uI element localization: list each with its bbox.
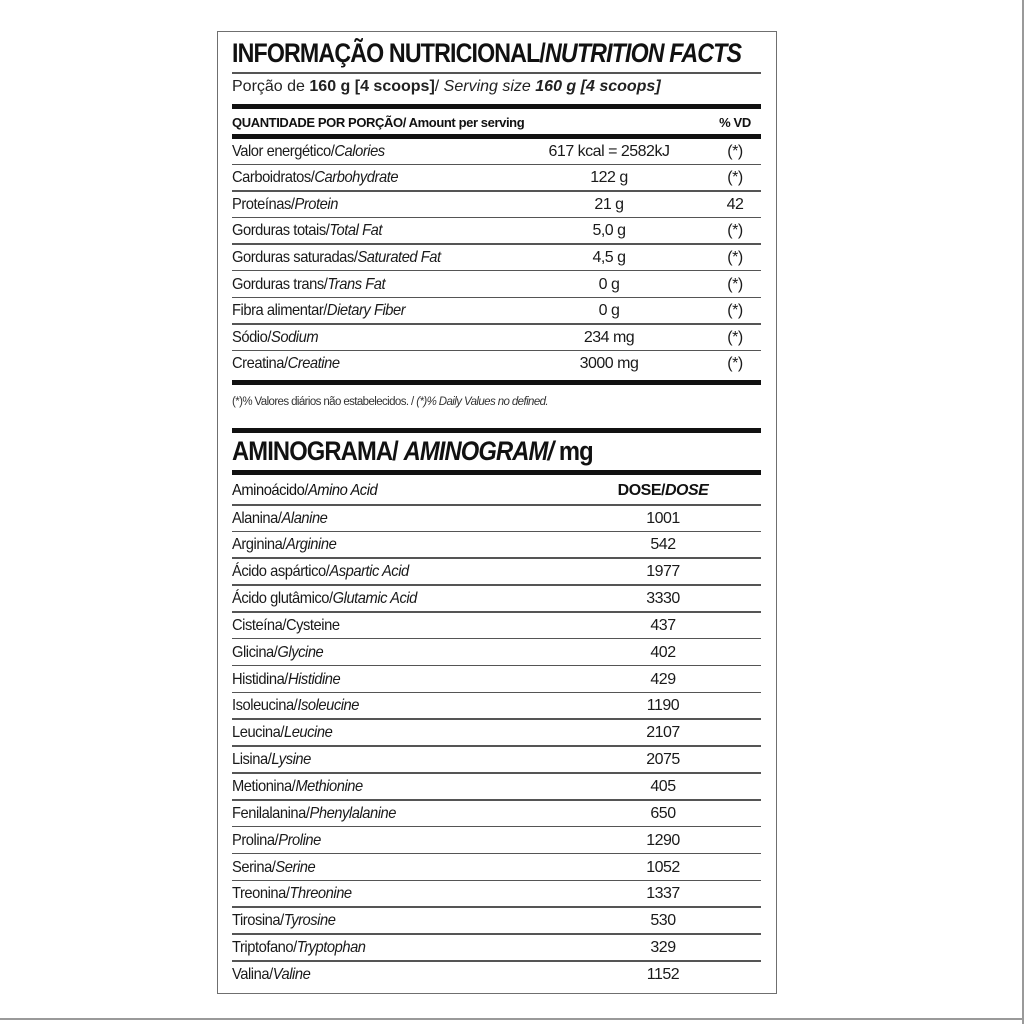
divider-thick — [232, 380, 761, 385]
amino-acid-row — [232, 936, 761, 961]
amino-acid-name-pt: Serina/ — [232, 858, 276, 876]
nutrient-name — [232, 276, 487, 294]
column-amino-acid-en: Amino Acid — [307, 482, 378, 499]
amino-acid-name-en: Alanine — [281, 509, 328, 527]
row-divider — [232, 584, 761, 586]
aminogram-title — [232, 436, 698, 467]
amino-acid-name — [232, 778, 564, 796]
nutrient-row — [232, 139, 761, 164]
amino-acid-row — [232, 640, 761, 665]
nutrient-vd: 42 — [726, 195, 744, 213]
amino-acid-row — [232, 721, 761, 746]
amino-acid-dose: 1001 — [646, 509, 680, 527]
amino-acid-name-en: Histidine — [287, 670, 341, 688]
nutrient-name-en: Sodium — [270, 328, 319, 346]
amino-acid-name-pt: Valina/ — [232, 965, 273, 983]
nutrient-vd: (*) — [727, 275, 743, 293]
amino-acid-name-en: Glutamic Acid — [332, 590, 417, 608]
amino-acid-dose: 405 — [650, 778, 676, 795]
nutrient-name-en: Saturated Fat — [357, 248, 441, 266]
amino-acid-row — [232, 667, 761, 692]
nutrient-vd: (*) — [727, 169, 743, 187]
row-divider — [232, 665, 761, 667]
nutrient-name-en: Calories — [334, 142, 385, 160]
nutrient-vd: (*) — [727, 328, 743, 346]
nutrition-title-pt: INFORMAÇÃO NUTRICIONAL/ — [232, 38, 546, 68]
divider-thick — [232, 428, 761, 433]
amino-acid-dose: 2075 — [646, 751, 680, 769]
nutrient-name-en: Creatine — [287, 355, 340, 373]
nutrient-vd: (*) — [727, 248, 743, 266]
nutrient-name-pt: Gorduras totais/ — [232, 222, 330, 240]
nutrient-name-en: Dietary Fiber — [326, 302, 406, 320]
nutrient-name — [232, 355, 487, 373]
amino-acid-row — [232, 882, 761, 907]
aminogram-title-unit: mg — [553, 436, 593, 466]
amino-acid-name-en: Arginine — [285, 536, 337, 554]
amino-acid-row — [232, 694, 761, 719]
amino-acid-name-pt: Ácido glutâmico/ — [232, 590, 333, 608]
amino-acid-row — [232, 506, 761, 531]
nutrient-vd: (*) — [727, 302, 743, 320]
nutrient-amount: 4,5 g — [592, 248, 626, 266]
amino-acid-name — [232, 563, 564, 581]
amino-acid-name — [232, 644, 564, 662]
amino-acid-dose: 1290 — [646, 831, 680, 849]
nutrient-name-pt: Sódio/ — [232, 328, 271, 346]
amino-acid-name-en: Lysine — [271, 751, 311, 769]
amino-acid-row — [232, 560, 761, 585]
row-divider — [232, 933, 761, 935]
row-divider — [232, 880, 761, 882]
nutrient-name — [232, 249, 487, 267]
nutrient-row — [232, 192, 761, 217]
footnote-pt: (*)% Valores diários não estabelecidos. / — [232, 396, 417, 408]
nutrient-row — [232, 325, 761, 350]
amino-acid-dose: 1052 — [646, 858, 680, 876]
nutrient-name-en: Total Fat — [329, 222, 382, 240]
amino-acid-name-pt: Alanina/ — [232, 509, 282, 527]
amino-acid-name — [232, 510, 564, 528]
amino-acid-row — [232, 855, 761, 880]
amino-acid-name-pt: Cisteína/Cysteine — [232, 616, 340, 634]
amino-acid-name-pt: Glicina/ — [232, 643, 278, 661]
row-divider — [232, 557, 761, 559]
nutrient-vd: (*) — [727, 142, 743, 160]
nutrient-vd: (*) — [727, 355, 743, 373]
nutrient-name-pt: Carboidratos/ — [232, 169, 315, 187]
row-divider — [232, 745, 761, 747]
column-dose-en: DOSE — [664, 482, 709, 499]
nutrient-name — [232, 222, 487, 240]
amino-acid-name-en: Tyrosine — [283, 912, 336, 930]
amino-acid-dose: 1190 — [646, 697, 680, 715]
nutrition-column-header — [232, 110, 761, 134]
amino-acid-row — [232, 533, 761, 558]
amino-acid-name — [232, 724, 564, 742]
amino-acid-dose: 530 — [650, 912, 676, 930]
amino-acid-name-en: Valine — [272, 965, 311, 983]
nutrient-row — [232, 352, 761, 377]
amino-acid-name-en: Serine — [275, 858, 316, 876]
column-amino-acid-pt: Aminoácido/ — [232, 482, 308, 499]
amino-acid-name-pt: Histidina/ — [232, 670, 288, 688]
amino-acid-dose: 1977 — [646, 563, 680, 581]
nutrition-title-en: NUTRITION FACTS — [545, 38, 742, 68]
amino-acid-row — [232, 909, 761, 934]
nutrient-vd: (*) — [727, 222, 743, 240]
amino-acid-name — [232, 966, 564, 984]
nutrient-name — [232, 329, 487, 347]
serving-en-value: 160 g [4 scoops] — [535, 78, 661, 95]
amino-acid-dose: 1152 — [646, 965, 680, 983]
amino-acid-dose: 402 — [650, 643, 676, 661]
amino-acid-name-pt: Leucina/ — [232, 724, 284, 742]
nutrient-name — [232, 196, 487, 214]
amino-acid-dose: 3330 — [646, 590, 680, 608]
amino-acid-name — [232, 859, 564, 877]
serving-en-label: Serving size — [443, 78, 531, 95]
footnote-en: (*)% Daily Values no defined. — [416, 396, 549, 408]
row-divider — [232, 853, 761, 855]
amino-acid-name-pt: Metionina/ — [232, 778, 296, 795]
nutrient-name-pt: Fibra alimentar/ — [232, 302, 327, 320]
serving-size — [232, 78, 761, 96]
row-divider — [232, 799, 761, 801]
nutrient-name-pt: Valor energético/ — [232, 142, 335, 160]
image-edge-bottom — [0, 1018, 1024, 1020]
amino-acid-name — [232, 697, 564, 715]
amino-acid-row — [232, 587, 761, 612]
nutrient-amount: 122 g — [590, 169, 628, 187]
amino-acid-dose: 542 — [650, 536, 676, 554]
amino-acid-name-pt: Treonina/ — [232, 885, 290, 903]
nutrient-amount: 0 g — [598, 302, 620, 320]
amino-acid-dose: 2107 — [646, 724, 680, 742]
amino-acid-name-en: Tryptophan — [296, 939, 366, 957]
amino-acid-name-en: Phenylalanine — [309, 804, 397, 822]
nutrient-row — [232, 245, 761, 270]
amino-acid-name-pt: Lisina/ — [232, 751, 272, 769]
amino-acid-row — [232, 775, 761, 800]
nutrient-amount: 3000 mg — [579, 355, 639, 373]
column-dose — [593, 482, 733, 500]
amino-acid-dose: 437 — [650, 616, 676, 634]
nutrient-name-en: Carbohydrate — [314, 169, 399, 187]
row-divider — [232, 638, 761, 640]
row-divider — [232, 826, 761, 828]
amino-acid-name — [232, 912, 564, 930]
footnote — [232, 396, 761, 408]
amino-acid-dose: 429 — [650, 670, 676, 688]
divider-thick — [232, 104, 761, 109]
column-dose-pt: DOSE/ — [617, 482, 665, 499]
amino-acid-name — [232, 832, 564, 850]
divider-thin — [232, 72, 761, 74]
amino-acid-name-pt: Fenilalanina/ — [232, 804, 310, 822]
nutrient-amount: 0 g — [598, 275, 620, 293]
nutrient-name-pt: Gorduras trans/ — [232, 275, 328, 293]
amino-acid-name — [232, 885, 564, 903]
aminogram-title-en: AMINOGRAM/ — [403, 436, 554, 466]
nutrient-row — [232, 299, 761, 324]
nutrition-title — [232, 38, 742, 69]
amino-acid-name — [232, 617, 564, 635]
amino-acid-dose: 1337 — [646, 885, 680, 903]
nutrient-name — [232, 169, 487, 187]
row-divider — [232, 611, 761, 613]
amino-acid-name-en: Threonine — [289, 885, 352, 903]
column-amount-per-serving: QUANTIDADE POR PORÇÃO/ Amount per serving — [232, 114, 525, 130]
amino-acid-name — [232, 751, 564, 769]
row-divider — [232, 960, 761, 962]
nutrient-name — [232, 302, 487, 320]
amino-acid-dose: 329 — [650, 939, 676, 957]
serving-pt-label: Porção de — [232, 78, 305, 95]
nutrient-name — [232, 143, 487, 161]
row-divider — [232, 772, 761, 774]
amino-acid-name — [232, 939, 564, 957]
column-vd: % VD — [719, 114, 751, 130]
row-divider — [232, 906, 761, 908]
column-amino-acid — [232, 482, 564, 500]
nutrient-amount: 21 g — [594, 195, 624, 213]
aminogram-title-pt: AMINOGRAMA/ — [232, 436, 404, 466]
row-divider — [232, 692, 761, 694]
amino-acid-name — [232, 536, 564, 554]
nutrient-name-pt: Proteínas/ — [232, 195, 295, 213]
amino-acid-name-en: Proline — [278, 831, 321, 849]
amino-acid-name-en: Methionine — [295, 778, 363, 795]
nutrient-name-pt: Gorduras saturadas/ — [232, 248, 358, 266]
amino-acid-name — [232, 590, 564, 608]
amino-acid-name-en: Glycine — [277, 643, 324, 661]
amino-acid-name-pt: Isoleucina/ — [232, 697, 298, 715]
amino-acid-row — [232, 962, 761, 987]
amino-acid-row — [232, 748, 761, 773]
amino-acid-name-pt: Prolina/ — [232, 831, 279, 849]
nutrient-amount: 234 mg — [583, 328, 635, 346]
serving-separator: / — [434, 78, 440, 95]
amino-acid-name-pt: Arginina/ — [232, 536, 286, 554]
amino-acid-name-en: Isoleucine — [297, 697, 360, 715]
amino-acid-row — [232, 828, 761, 853]
divider-thick — [232, 470, 761, 475]
nutrient-name-en: Trans Fat — [327, 275, 386, 293]
amino-acid-name-pt: Ácido aspártico/ — [232, 563, 330, 581]
nutrient-name-en: Protein — [294, 195, 338, 213]
amino-acid-name-pt: Triptofano/ — [232, 939, 297, 957]
nutrient-amount: 5,0 g — [592, 222, 626, 240]
row-divider — [232, 531, 761, 533]
amino-acid-name — [232, 671, 564, 689]
aminogram-column-header — [232, 478, 761, 504]
amino-acid-row — [232, 801, 761, 826]
amino-acid-name-pt: Tirosina/ — [232, 912, 284, 930]
nutrition-label — [217, 31, 777, 994]
amino-acid-dose: 650 — [650, 804, 676, 822]
row-divider — [232, 718, 761, 720]
amino-acid-name — [232, 805, 564, 823]
nutrient-name-pt: Creatina/ — [232, 355, 288, 373]
nutrient-row — [232, 166, 761, 191]
serving-pt-value: 160 g [4 scoops] — [309, 78, 435, 95]
amino-acid-name-en: Aspartic Acid — [329, 563, 409, 581]
nutrient-row — [232, 219, 761, 244]
amino-acid-name-en: Leucine — [283, 724, 333, 742]
nutrient-amount: 617 kcal = 2582kJ — [548, 142, 670, 160]
amino-acid-row — [232, 613, 761, 638]
nutrient-row — [232, 272, 761, 297]
